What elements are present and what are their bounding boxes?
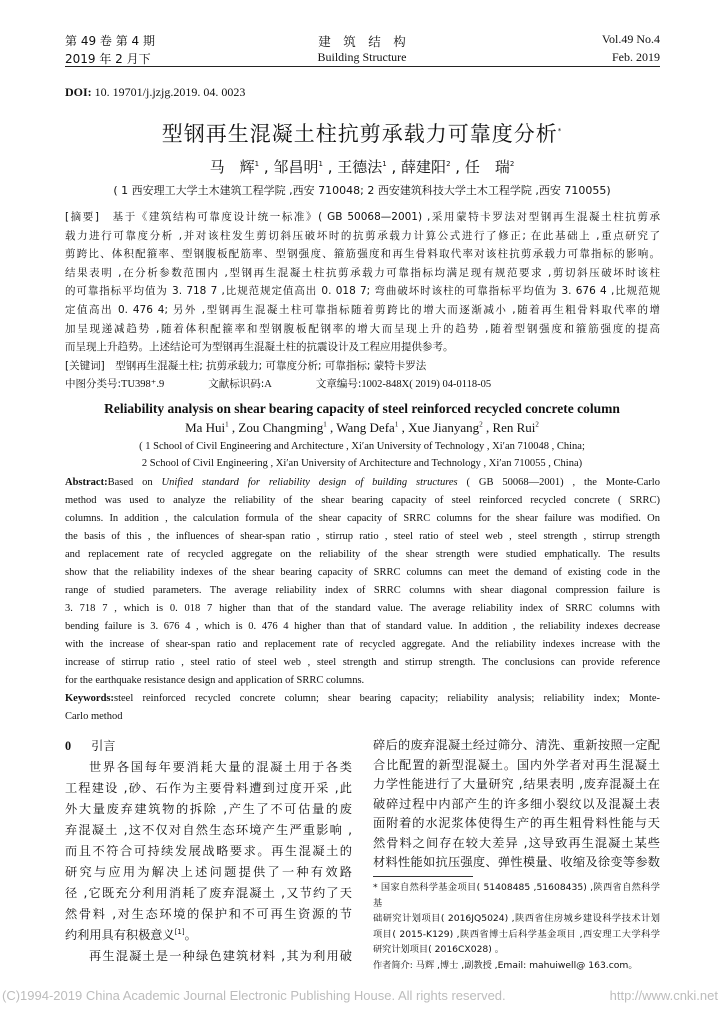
paragraph-line: 工程建设 ,砂、石作为主要骨料遭到过度开采 ,此	[65, 781, 352, 795]
abstract-en-line: range of studied parameters. The average reliability index of SRRC columns with shear diagonal compression failure is	[65, 585, 660, 596]
footnote-line: 作者简介: 马辉 ,博士 ,副教授 ,Email: mahuiwell@ 163.com。	[373, 959, 638, 971]
author: Wang Defa$^1$	[336, 420, 399, 435]
title-footnote-mark: *	[557, 127, 563, 135]
abstract-zh-line: 结果表明 ,在分析参数范围内 ,型钢再生混凝土柱抗剪承载力可靠指标均满足现有规范要求 ,剪切斜压破坏时该柱	[65, 266, 660, 279]
doi	[65, 85, 245, 100]
abstract-zh-line: 定值高出 0. 476 4; 另外 ,型钢再生混凝土柱可靠指标随着剪跨比的增大而逐渐减小 ,随着再生粗骨料取代率的增	[65, 303, 660, 316]
author: 王德法$^1$	[337, 158, 387, 176]
abstract-en-line: the basis of this , the influences of shear-span ratio , stirrup ratio , steel ratio of steel web , steel strength , stirrup strength	[65, 531, 660, 542]
paragraph-line: 世界各国每年要消耗大量的混凝土用于各类	[89, 760, 352, 774]
paragraph-line: 力学性能进行了大量研究 ,结果表明 ,废弃混凝土在	[373, 777, 660, 791]
title-zh	[0, 118, 724, 148]
paragraph-line: 径 ,它既充分利用消耗了废弃混凝土 ,又节约了天	[65, 886, 352, 900]
citation-link[interactable]: [1]	[174, 927, 185, 936]
footnote	[373, 880, 660, 973]
abstract-zh-line: 而呈现上升趋势。上述结论可为型钢再生混凝土柱的抗震设计及工程应用提供参考。	[65, 341, 454, 354]
journal-zh: 建 筑 结 构	[318, 34, 406, 49]
footnote-line: * 国家自然科学基金项目( 51408485 ,51608435) ,陕西省自然科学基	[373, 882, 660, 909]
doi-label: DOI:	[65, 85, 92, 99]
abstract-zh-line: 加呈现递减趋势 ,随着体积配箍率和型钢腹板配钢率的增大而呈现上升的趋势 ,随着型钢强度和箍筋强度的提高	[65, 322, 660, 335]
affiliation-en-line: ( 1 School of Civil Engineering and Architecture , Xi′an University of Technology , Xi′an 710048 , China;	[139, 441, 585, 452]
paragraph-line: 然骨料之间存在较大差异 ,这导致再生混凝土某些	[373, 835, 660, 850]
affiliation-en	[0, 438, 724, 472]
abstract-en-line: and replacement rate of recycled aggregate on the reliability of the shear strength were studied emphatically. The results	[65, 549, 660, 560]
journal-en: Building Structure	[317, 50, 407, 64]
section-heading: 0 引言	[65, 739, 116, 753]
author: Ren Rui$^2$	[492, 420, 539, 435]
abstract-en-line: 3. 718 7 , which is 0. 018 7 higher than that of the standard value. The average reliability index of SRRC columns with	[65, 603, 660, 614]
issue-en: Vol.49 No.4	[601, 32, 660, 46]
classification-line: 中图分类号:TU398⁺.9 文献标识码:A 文章编号:1002-848X( 2019) 04-0118-05	[65, 378, 492, 391]
paragraph-line: 面附着的水泥浆体使得生产的再生粗骨料性能与天	[373, 816, 660, 830]
author: 任 瑞$^2$	[464, 158, 515, 176]
footnote-line: 础研究计划项目( 2016JQ5024) ,陕西省住房城乡建设科学技术计划	[373, 913, 660, 924]
paragraph-line: 研究与应用为解决上述问题提供了一种有效路	[65, 865, 352, 879]
paragraph-line: 而且不符合可持续发展战略要求。再生混凝土的	[65, 844, 352, 858]
keywords-en-cont: Carlo method	[65, 711, 123, 722]
abstract-en	[65, 474, 660, 726]
doi-value[interactable]: 10. 19701/j.jzjg.2019. 04. 0023	[94, 85, 246, 99]
abstract-en-line: show that the reliability indexes of the shear bearing capacity of SRRC columns can meet the demand of existing code in the	[65, 567, 660, 578]
footnote-rule	[373, 876, 473, 877]
authors-en: Ma Hui$^1$ , Zou Changming$^1$ , Wang Defa$^1$ , Xue Jianyang$^2$ , Ren Rui$^2$	[185, 420, 539, 435]
authors-zh: 马 辉$^1$ , 邹昌明$^1$ , 王德法$^1$ , 薛建阳$^2$ , 任 瑞$^2$	[209, 158, 515, 176]
watermark-url[interactable]: http://www.cnki.net	[609, 988, 718, 1003]
paragraph-line: 再生混凝土是一种绿色建筑材料 ,其为利用破	[89, 949, 352, 963]
abstract-zh-line: 的可靠指标平均值为 3. 718 7 ,比规范规定值高出 0. 018 7; 弯曲破坏时该柱的可靠指标平均值为 3. 676 4 ,比规范规	[65, 285, 660, 298]
author: 薛建阳$^2$	[401, 158, 451, 176]
paragraph-line: 然骨料 ,对生态环境的保护和不可再生资源的节	[65, 907, 352, 921]
keywords-en: Keywords:steel reinforced recycled concrete column; shear bearing capacity; reliability analysis; reliability index; Monte-	[65, 693, 660, 704]
abstract-en-line: bending failure is 3. 676 4 , which is 0. 476 4 higher than that of standard value. In addition , the reliability indexes decrease	[65, 621, 660, 632]
author: 马 辉$^1$	[209, 158, 260, 176]
date-zh: 2019 年 2 月下	[65, 52, 151, 66]
watermark-copyright: (C)1994-2019 China Academic Journal Electronic Publishing House. All rights reserved.	[2, 988, 506, 1003]
abstract-en-line: Abstract:Based on Unified standard for reliability design of building structures ( GB 50068—2001) , the Monte-Carlo	[65, 477, 660, 488]
paragraph-line: 合比配置的新型混凝土。国内外学者对再生混凝土	[373, 757, 660, 772]
footnote-line: 项目( 2015-K129) ,陕西省博士后科学基金项目 ,西安理工大学科学	[373, 928, 660, 940]
date-en: Feb. 2019	[612, 50, 660, 64]
affiliation-zh: ( 1 西安理工大学土木建筑工程学院 ,西安 710048; 2 西安建筑科技大学土木工程学院 ,西安 710055)	[113, 184, 611, 197]
paragraph-line: 外大量废弃建筑物的拆除 ,产生了不可估量的废	[65, 802, 352, 816]
affiliation-en-line: 2 School of Civil Engineering , Xi′an University of Architecture and Technology , Xi′an 710055 , China)	[141, 458, 583, 469]
abstract-en-line: method was used to analyze the reliability of the shear bearing capacity of steel reinforced recycled concrete ( SRRC)	[65, 495, 660, 506]
paragraph-line: 破碎过程中内部产生的许多细小裂纹以及混凝土表	[373, 796, 660, 811]
title-zh-text: 型钢再生混凝土柱抗剪承载力可靠度分析	[161, 122, 558, 146]
abstract-zh-line: 载力进行可靠度分析 ,并对该柱发生剪切斜压破坏时的抗剪承载力计算公式进行了修正; 在此基础上 ,重点研究了	[65, 229, 660, 242]
paragraph-line: 碎后的废弃混凝土经过筛分、清洗、重新按照一定配	[373, 738, 660, 752]
abstract-zh-line: 剪跨比、体积配箍率、型钢腹板配筋率、型钢强度、箍筋强度和再生骨料取代率对该柱抗剪承载力可靠指标的影响。	[65, 248, 660, 261]
paragraph-line: 约利用具有积极意义[1]。	[65, 927, 197, 942]
abstract-en-line: columns. In addition , the calculation formula of the shear capacity of SRRC columns for the shear failure was modified. On	[65, 513, 660, 524]
footnote-line: 研究计划项目( 2016CX028) 。	[373, 944, 504, 955]
abstract-en-line: increase of stirrup ratio , steel ratio of steel web , steel strength and stirrup strength. The conclusions can provide reference	[65, 657, 660, 668]
keywords-zh: [关键词] 型钢再生混凝土柱; 抗剪承载力; 可靠度分析; 可靠指标; 蒙特卡罗法	[65, 359, 427, 372]
left-column	[65, 736, 352, 967]
abstract-zh-line: [摘要] 基于《建筑结构可靠度设计统一标准》( GB 50068—2001) ,采用蒙特卡罗法对型钢再生混凝土柱抗剪承	[65, 211, 660, 223]
author: 邹昌明$^1$	[273, 158, 323, 176]
abstract-zh	[65, 208, 660, 395]
paragraph-line: 弃混凝土 ,这不仅对自然生态环境产生严重影响 ,	[65, 823, 352, 837]
title-en: Reliability analysis on shear bearing capacity of steel reinforced recycled concrete column	[104, 401, 620, 416]
paragraph-line: 材料性能如抗压强度、弹性模量、收缩及徐变等参数	[373, 855, 660, 869]
abstract-en-line: for the earthquake resistance design and application of SRRC columns.	[65, 675, 365, 686]
header-rule	[65, 66, 660, 67]
abstract-en-line: with the increase of shear-span ratio and replacement rate of recycled aggregate. And the reliability indexes increase with the	[65, 639, 660, 650]
author: Ma Hui$^1$	[185, 420, 229, 435]
author: Xue Jianyang$^2$	[408, 420, 483, 435]
issue-zh: 第 49 卷 第 4 期	[65, 34, 155, 48]
right-column	[373, 736, 660, 873]
author: Zou Changming$^1$	[238, 420, 327, 435]
